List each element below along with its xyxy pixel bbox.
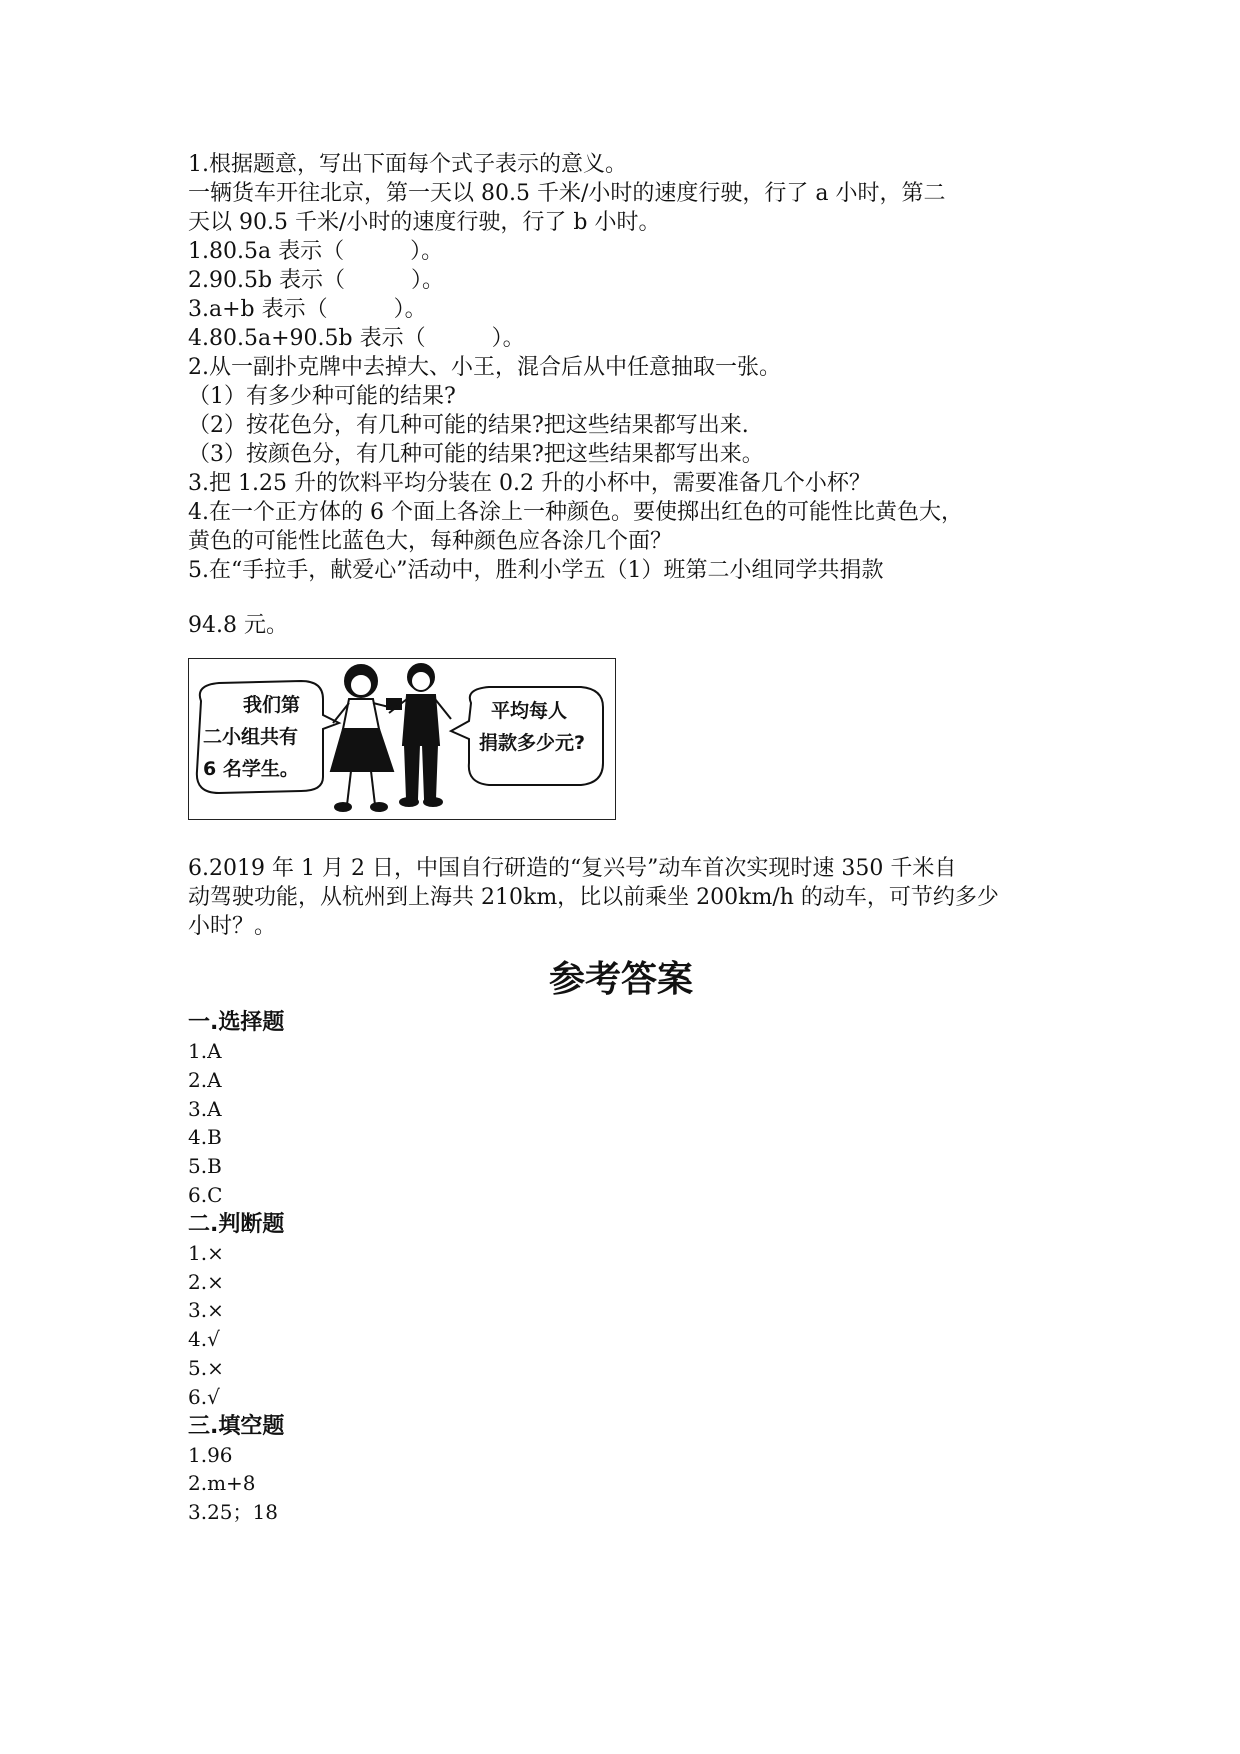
judge-answer-2: 2.× (188, 1269, 224, 1294)
choice-answer-4: 4.B (188, 1125, 222, 1150)
judge-answer-3: 3.× (188, 1298, 224, 1323)
q6-line2: 动驾驶功能，从杭州到上海共 210km，比以前乘坐 200km/h 的动车，可节约多少 (188, 885, 999, 910)
right-bubble-line2: 捐款多少元? (479, 732, 586, 754)
right-bubble-text (479, 695, 585, 759)
q6-line1: 6.2019 年 1 月 2 日，中国自行研造的“复兴号”动车首次实现时速 350 千米自 (188, 856, 957, 881)
left-bubble-line3: 6 名学生。 (203, 758, 299, 780)
q3-text: 3.把 1.25 升的饮料平均分装在 0.2 升的小杯中，需要准备几个小杯？ (188, 471, 871, 496)
left-bubble-line2: 二小组共有 (203, 726, 299, 748)
section-fill-heading: 三.填空题 (188, 1413, 285, 1439)
left-bubble-line1: 我们第 (243, 694, 301, 716)
fill-answer-1: 1.96 (188, 1442, 233, 1467)
choice-answer-3: 3.A (188, 1096, 222, 1121)
q1-item-2: 2.90.5b 表示（ ）。 (188, 268, 445, 293)
judge-answer-4: 4.√ (188, 1327, 220, 1352)
q5-line1: 5.在“手拉手，献爱心”活动中，胜利小学五（1）班第二小组同学共捐款 (188, 558, 884, 583)
girl-figure (331, 665, 401, 811)
q1-item-3: 3.a+b 表示（ ）。 (188, 297, 427, 322)
q1-context-line2: 天以 90.5 千米/小时的速度行驶，行了 b 小时。 (188, 210, 661, 235)
section-judge-heading: 二.判断题 (188, 1211, 285, 1237)
judge-answer-1: 1.× (188, 1240, 224, 1265)
judge-answer-5: 5.× (188, 1355, 224, 1380)
q4-line2: 黄色的可能性比蓝色大，每种颜色应各涂几个面？ (188, 529, 673, 554)
fill-answer-3: 3.25；18 (188, 1500, 278, 1525)
worksheet-page (188, 150, 1088, 1527)
q5-line2: 94.8 元。 (188, 613, 288, 638)
fill-answer-2: 2.m+8 (188, 1471, 256, 1496)
q2-title: 2.从一副扑克牌中去掉大、小王，混合后从中任意抽取一张。 (188, 355, 781, 380)
left-bubble-text (203, 689, 300, 785)
choice-answer-5: 5.B (188, 1154, 222, 1179)
choice-answer-6: 6.C (188, 1182, 223, 1207)
q2-item-2: （2）按花色分，有几种可能的结果?把这些结果都写出来. (188, 413, 749, 438)
q1-item-4: 4.80.5a+90.5b 表示（ ）。 (188, 326, 525, 351)
q4-line1: 4.在一个正方体的 6 个面上各涂上一种颜色。要使掷出红色的可能性比黄色大， (188, 500, 963, 525)
q1-item-1: 1.80.5a 表示（ ）。 (188, 239, 444, 264)
judge-answer-6: 6.√ (188, 1384, 220, 1409)
q2-item-1: （1）有多少种可能的结果? (188, 384, 456, 409)
right-bubble-line1: 平均每人 (491, 700, 568, 722)
q6-line3: 小时？。 (188, 914, 277, 939)
choice-answer-2: 2.A (188, 1067, 222, 1092)
q1-title: 1.根据题意，写出下面每个式子表示的意义。 (188, 152, 627, 177)
boy-figure (389, 664, 451, 806)
answer-title: 参考答案 (548, 959, 693, 1000)
choice-answer-1: 1.A (188, 1039, 222, 1063)
section-choice-heading: 一.选择题 (188, 1010, 285, 1035)
donation-illustration (188, 658, 616, 820)
q2-item-3: （3）按颜色分，有几种可能的结果?把这些结果都写出来。 (188, 442, 764, 467)
q1-context-line1: 一辆货车开往北京，第一天以 80.5 千米/小时的速度行驶，行了 a 小时，第二 (188, 181, 946, 206)
